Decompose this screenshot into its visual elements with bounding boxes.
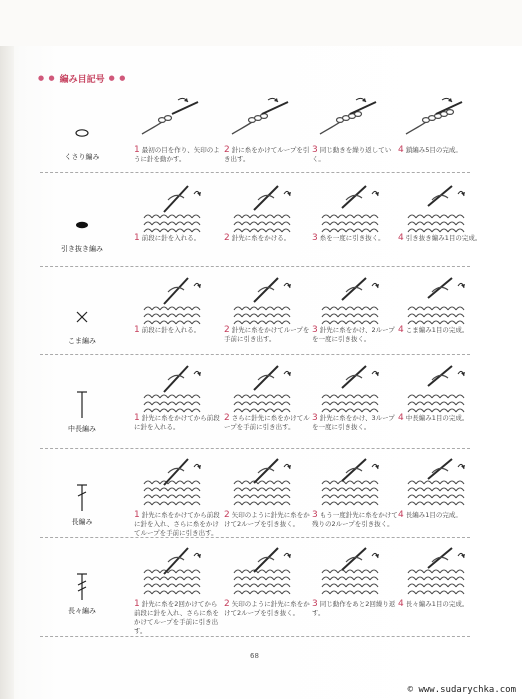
step-number: 3 <box>312 145 318 155</box>
step-number: 4 <box>398 510 404 520</box>
step-illustration <box>316 274 386 330</box>
step-illustration <box>228 274 298 330</box>
step-illustration <box>402 362 472 418</box>
step-illustration <box>138 455 208 511</box>
fabric-step-illustration <box>316 455 386 511</box>
fabric-step-illustration <box>138 362 208 418</box>
step-number: 1 <box>134 145 140 155</box>
step-caption <box>398 414 484 423</box>
chain-step-illustration <box>316 94 380 144</box>
row-divider <box>40 172 470 173</box>
step-caption <box>312 414 398 432</box>
step-caption <box>224 511 310 529</box>
fabric-step-illustration <box>316 362 386 418</box>
step-illustration <box>138 362 208 418</box>
step-number: 1 <box>134 233 140 243</box>
chain-step-illustration <box>228 94 292 144</box>
step-illustration <box>138 544 208 600</box>
section-title <box>38 70 126 86</box>
step-caption <box>398 146 484 155</box>
step-text: 針先に糸をかけ、3ループを一度に引き抜く。 <box>312 414 395 431</box>
step-caption <box>398 326 484 335</box>
fabric-step-illustration <box>228 182 298 238</box>
step-illustration <box>316 94 380 144</box>
step-caption <box>224 326 310 344</box>
step-caption <box>312 326 398 344</box>
fabric-step-illustration <box>138 274 208 330</box>
step-caption <box>224 146 310 164</box>
step-illustration <box>316 182 386 238</box>
step-text: 針先に糸をかける。 <box>231 234 291 242</box>
step-text: 最初の目を作り、矢印のように針を動かす。 <box>134 146 220 163</box>
step-number: 3 <box>312 510 318 520</box>
stitch-name: 長編み <box>71 518 93 526</box>
step-text: 針先に糸をかけてループを手前に引き出す。 <box>224 326 310 343</box>
step-number: 2 <box>224 325 230 335</box>
stitch-name: 長々編み <box>68 607 96 615</box>
step-illustration <box>402 94 466 144</box>
step-caption <box>134 234 220 243</box>
fabric-step-illustration <box>402 362 472 418</box>
chain-step-illustration <box>402 94 466 144</box>
page-spine <box>0 0 14 699</box>
step-number: 4 <box>398 413 404 423</box>
step-illustration <box>402 182 472 238</box>
page-number: 68 <box>250 652 259 660</box>
stitch-symbol <box>48 388 116 433</box>
step-illustration <box>402 544 472 600</box>
step-number: 2 <box>224 145 230 155</box>
step-text: 矢印のように針先に糸をかけて2ループを引き抜く。 <box>224 600 310 617</box>
fabric-step-illustration <box>138 544 208 600</box>
stitch-symbol-icon <box>67 388 97 422</box>
stitch-name: 引き抜き編み <box>61 245 103 253</box>
step-caption <box>312 511 398 529</box>
fabric-step-illustration <box>316 274 386 330</box>
step-caption <box>134 414 220 432</box>
step-text: 矢印のように針先に糸をかけて2ループを引き抜く。 <box>224 511 310 528</box>
stitch-row <box>40 92 480 174</box>
step-number: 3 <box>312 325 318 335</box>
step-caption <box>224 414 310 432</box>
step-caption <box>134 600 220 636</box>
step-text: 同じ動作をあと2回繰り返す。 <box>312 600 396 617</box>
step-text: 前段に針を入れる。 <box>141 326 201 334</box>
stitch-symbol <box>48 208 116 253</box>
stitch-symbol-icon <box>67 208 97 242</box>
row-divider <box>40 354 470 355</box>
step-number: 3 <box>312 599 318 609</box>
step-caption <box>134 511 220 538</box>
step-text: 鎖編み5目の完成。 <box>405 146 462 154</box>
step-text: 針先に糸をかけ、2ループを一度に引き抜く。 <box>312 326 395 343</box>
step-text: 前段に針を入れる。 <box>141 234 201 242</box>
stitch-symbol <box>48 481 116 526</box>
step-number: 4 <box>398 599 404 609</box>
step-illustration <box>228 94 292 144</box>
step-number: 2 <box>224 233 230 243</box>
section-title-text: 編み目記号 <box>59 74 105 85</box>
step-illustration <box>402 455 472 511</box>
step-number: 4 <box>398 233 404 243</box>
step-number: 1 <box>134 413 140 423</box>
title-dots-right: ● ● <box>108 74 127 82</box>
fabric-step-illustration <box>402 182 472 238</box>
stitch-row <box>40 272 480 356</box>
step-caption <box>398 511 484 520</box>
step-illustration <box>228 455 298 511</box>
chain-step-illustration <box>138 94 202 144</box>
step-number: 4 <box>398 145 404 155</box>
stitch-name: 中長編み <box>68 425 96 433</box>
stitch-symbol <box>48 116 116 161</box>
row-divider <box>40 448 470 449</box>
fabric-step-illustration <box>228 455 298 511</box>
step-caption <box>224 234 310 243</box>
stitch-symbol-icon <box>67 300 97 334</box>
step-caption <box>134 326 220 335</box>
step-illustration <box>316 362 386 418</box>
step-number: 1 <box>134 599 140 609</box>
step-number: 1 <box>134 510 140 520</box>
fabric-step-illustration <box>402 544 472 600</box>
step-number: 1 <box>134 325 140 335</box>
step-text: こま編み1目の完成。 <box>405 326 469 334</box>
step-text: 引き抜き編み1目の完成。 <box>405 234 482 242</box>
step-illustration <box>228 544 298 600</box>
stitch-symbol-icon <box>67 116 97 150</box>
step-text: もう一度針先に糸をかけて残りの2ループを引き抜く。 <box>312 511 398 528</box>
step-number: 4 <box>398 325 404 335</box>
stitch-symbol-icon <box>67 570 97 604</box>
fabric-step-illustration <box>138 455 208 511</box>
row-divider <box>40 537 470 538</box>
stitch-row <box>40 180 480 268</box>
step-text: 針先に糸を2回かけてから前段に針を入れ、さらに糸をかけてループを手前に引き出す。 <box>134 600 219 635</box>
step-illustration <box>316 544 386 600</box>
header-band <box>0 0 522 46</box>
step-illustration <box>228 362 298 418</box>
step-caption <box>134 146 220 164</box>
step-text: 針に糸をかけてループを引き出す。 <box>224 146 310 163</box>
step-illustration <box>316 455 386 511</box>
step-illustration <box>138 94 202 144</box>
step-text: 長編み1目の完成。 <box>405 511 462 519</box>
step-number: 2 <box>224 599 230 609</box>
fabric-step-illustration <box>402 274 472 330</box>
fabric-step-illustration <box>316 544 386 600</box>
step-illustration <box>138 182 208 238</box>
step-caption <box>312 234 398 243</box>
stitch-symbol-icon <box>67 481 97 515</box>
step-number: 2 <box>224 510 230 520</box>
step-text: さらに針先に糸をかけてループを手前に引き出す。 <box>224 414 310 431</box>
stitch-name: こま編み <box>68 337 96 345</box>
step-illustration <box>402 274 472 330</box>
stitch-row <box>40 453 480 539</box>
fabric-step-illustration <box>228 362 298 418</box>
fabric-step-illustration <box>228 544 298 600</box>
fabric-step-illustration <box>316 182 386 238</box>
stitch-row <box>40 542 480 638</box>
step-text: 針先に糸をかけてから前段に針を入れる。 <box>134 414 220 431</box>
fabric-step-illustration <box>138 182 208 238</box>
step-caption <box>398 600 484 609</box>
watermark: © www.sudarychka.com <box>407 685 516 695</box>
step-caption <box>224 600 310 618</box>
title-dots-left: ● ● <box>38 74 56 82</box>
stitch-name: くさり編み <box>64 153 100 161</box>
row-divider <box>40 636 470 637</box>
stitch-symbol <box>48 300 116 345</box>
step-text: 長々編み1目の完成。 <box>405 600 469 608</box>
step-text: 中長編み1目の完成。 <box>405 414 469 422</box>
fabric-step-illustration <box>402 455 472 511</box>
step-text: 同じ動きを繰り返していく。 <box>312 146 392 163</box>
step-text: 糸を一度に引き抜く。 <box>319 234 385 242</box>
step-number: 2 <box>224 413 230 423</box>
step-number: 3 <box>312 233 318 243</box>
fabric-step-illustration <box>228 274 298 330</box>
stitch-row <box>40 360 480 450</box>
step-caption <box>398 234 484 243</box>
step-caption <box>312 600 398 618</box>
step-text: 針先に糸をかけてから前段に針を入れ、さらに糸をかけてループを手前に引き出す。 <box>134 511 220 537</box>
step-caption <box>312 146 398 164</box>
step-illustration <box>228 182 298 238</box>
step-illustration <box>138 274 208 330</box>
step-number: 3 <box>312 413 318 423</box>
stitch-symbol <box>48 570 116 615</box>
row-divider <box>40 266 470 267</box>
